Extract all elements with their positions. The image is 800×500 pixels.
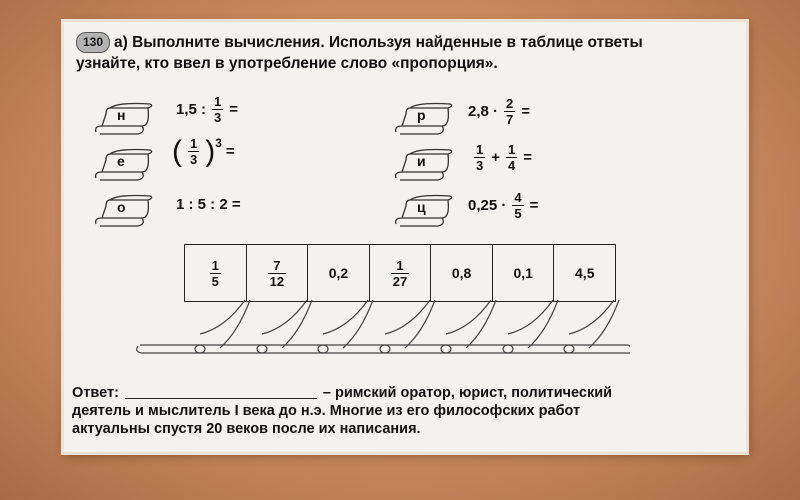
expr-e-frac — [188, 136, 199, 167]
frac-den: 27 — [392, 273, 408, 289]
frac-num: 1 — [214, 94, 222, 109]
expr-n-eq: = — [229, 101, 239, 118]
scroll-n — [92, 98, 156, 138]
letter-r: р — [417, 107, 426, 123]
worksheet-page — [64, 22, 746, 452]
task-line-1: а) Выполните вычисления. Используя найденные в таблице ответы — [114, 34, 643, 51]
open-paren: ( — [172, 134, 182, 168]
frac-den: 7 — [506, 112, 514, 127]
letter-n: н — [117, 107, 126, 123]
frac-den: 3 — [476, 158, 484, 173]
expr-r-eq: = — [521, 103, 531, 120]
frac-num: 1 — [508, 142, 516, 157]
frac-den: 5 — [514, 206, 522, 221]
expr-o-text: 1 : 5 : 2 = — [176, 196, 241, 213]
letter-e: е — [117, 153, 125, 169]
task-line-2: узнайте, кто ввел в употребление слово «пропорция». — [76, 55, 498, 72]
expr-ts-eq: = — [529, 197, 539, 214]
expr-i-frac-2 — [506, 142, 517, 173]
answer-cell-1 — [185, 245, 247, 301]
expr-e — [172, 136, 235, 167]
answer-line-3: актуальны спустя 20 веков после их написания. — [72, 421, 421, 437]
frac-num: 7 — [273, 257, 281, 273]
expr-e-eq: = — [225, 143, 235, 160]
frac-den: 5 — [211, 273, 219, 289]
frac-den: 3 — [214, 110, 222, 125]
expr-i-plus: + — [491, 149, 500, 166]
frac-den: 12 — [269, 273, 285, 289]
answer-cell-6: 0,1 — [493, 245, 555, 301]
answer-cell-2 — [247, 245, 309, 301]
scroll-i — [392, 144, 456, 184]
scroll-tails-drawing — [130, 298, 630, 358]
answer-cell-4 — [370, 245, 432, 301]
expr-n-a: 1,5 : — [176, 101, 207, 118]
expr-e-power: 3 — [215, 136, 222, 150]
letter-i: и — [417, 153, 426, 169]
expr-i-eq: = — [523, 149, 532, 166]
answer-cell-7: 4,5 — [575, 265, 595, 281]
frac-num: 1 — [190, 136, 198, 151]
answer-line-2: деятель и мыслитель I века до н.э. Многие из его философских работ — [72, 403, 581, 419]
expr-r-a: 2,8 · — [468, 103, 499, 120]
expr-ts-a: 0,25 · — [468, 197, 507, 214]
expr-n — [176, 94, 238, 125]
scroll-ts — [392, 190, 456, 230]
answer-table — [184, 244, 616, 302]
expr-i-frac-1 — [474, 142, 485, 173]
answer-line-1: – римский оратор, юрист, политический — [322, 385, 613, 401]
scroll-r — [392, 98, 456, 138]
frac-num: 1 — [211, 257, 219, 273]
scroll-o — [92, 190, 156, 230]
frac-num: 1 — [396, 257, 404, 273]
task-number-badge: 130 — [76, 32, 110, 53]
expr-ts-frac — [512, 190, 523, 221]
frac-den: 4 — [508, 158, 516, 173]
scroll-e — [92, 144, 156, 184]
frac-num: 1 — [476, 142, 484, 157]
expr-r-frac — [504, 96, 515, 127]
frac-num: 2 — [506, 96, 514, 111]
answer-paragraph — [72, 384, 612, 438]
close-paren: ) — [205, 134, 216, 168]
letter-o: о — [117, 199, 126, 215]
answer-cell-5: 0,8 — [431, 245, 493, 301]
expr-o — [176, 196, 241, 213]
answer-label: Ответ: — [72, 385, 119, 401]
letter-ts: ц — [417, 199, 426, 215]
expr-i — [472, 142, 532, 173]
frac-num: 4 — [514, 190, 522, 205]
expr-r — [468, 96, 530, 127]
answer-cell-3: 0,2 — [308, 245, 370, 301]
frac-den: 3 — [190, 152, 198, 167]
task-heading — [76, 32, 643, 74]
expr-n-frac — [212, 94, 223, 125]
answer-blank[interactable] — [125, 398, 317, 399]
expr-ts — [468, 190, 538, 221]
